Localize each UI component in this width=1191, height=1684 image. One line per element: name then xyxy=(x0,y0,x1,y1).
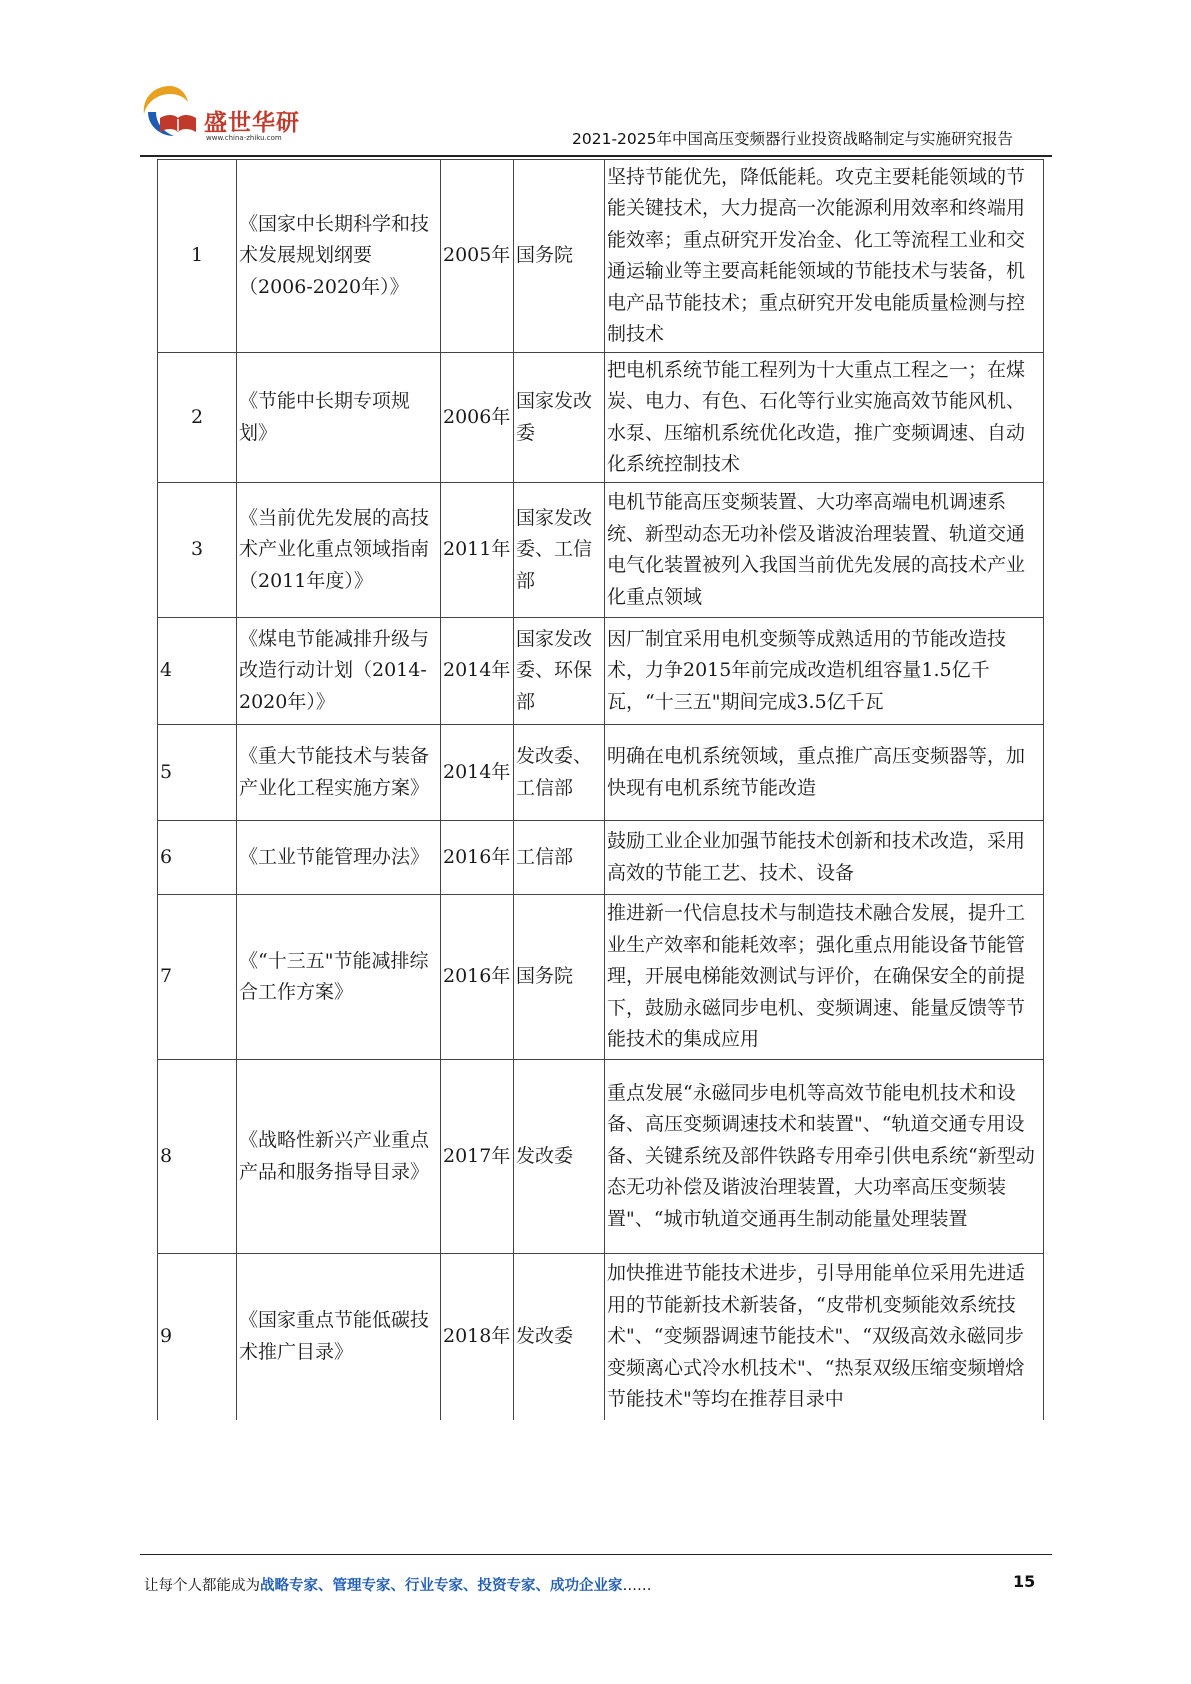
policy-name: 《工业节能管理办法》 xyxy=(237,821,441,895)
policy-department: 国务院 xyxy=(514,160,605,353)
policy-year: 2018年 xyxy=(441,1254,514,1420)
policy-department: 工信部 xyxy=(514,821,605,895)
row-number: 9 xyxy=(158,1254,237,1420)
policy-year: 2011年 xyxy=(441,483,514,618)
policy-content: 加快推进节能技术进步，引导用能单位采用先进适用的节能新技术新装备，“皮带机变频能效系统技术"、“变频器调速节能技术"、“双级高效永磁同步变频离心式冷水机技术"、“热泵双级压缩变频增焓节能技术"等均在推荐目录中 xyxy=(605,1254,1044,1420)
row-number: 4 xyxy=(158,618,237,725)
policy-department: 国家发改委、工信部 xyxy=(514,483,605,618)
policy-content: 把电机系统节能工程列为十大重点工程之一；在煤炭、电力、有色、石化等行业实施高效节能风机、水泵、压缩机系统优化改造，推广变频调速、自动化系统控制技术 xyxy=(605,353,1044,483)
policy-year: 2005年 xyxy=(441,160,514,353)
policy-table xyxy=(157,159,1044,1420)
table-row xyxy=(158,160,1044,353)
policy-year: 2006年 xyxy=(441,353,514,483)
row-number: 8 xyxy=(158,1060,237,1254)
table-row xyxy=(158,1254,1044,1420)
row-number: 3 xyxy=(158,483,237,618)
policy-department: 国家发改委、环保部 xyxy=(514,618,605,725)
table-row xyxy=(158,618,1044,725)
row-number: 7 xyxy=(158,895,237,1060)
policy-name: 《煤电节能减排升级与改造行动计划（2014-2020年）》 xyxy=(237,618,441,725)
table-row xyxy=(158,725,1044,821)
book-logo-icon xyxy=(140,82,202,142)
table-row xyxy=(158,353,1044,483)
report-title: 2021-2025年中国高压变频器行业投资战略制定与实施研究报告 xyxy=(572,130,1013,148)
policy-year: 2016年 xyxy=(441,821,514,895)
slogan-suffix: …… xyxy=(622,1578,652,1594)
table-row xyxy=(158,483,1044,618)
row-number: 5 xyxy=(158,725,237,821)
policy-year: 2014年 xyxy=(441,618,514,725)
policy-year: 2017年 xyxy=(441,1060,514,1254)
policy-content: 重点发展“永磁同步电机等高效节能电机技术和设备、高压变频调速技术和装置"、“轨道交通专用设备、关键系统及部件铁路专用牵引供电系统“新型动态无功补偿及谐波治理装置，大功率高压变频装置"、“城市轨道交通再生制动能量处理装置 xyxy=(605,1060,1044,1254)
policy-year: 2014年 xyxy=(441,725,514,821)
table-row xyxy=(158,821,1044,895)
policy-content: 鼓励工业企业加强节能技术创新和技术改造，采用高效的节能工艺、技术、设备 xyxy=(605,821,1044,895)
policy-name: 《“十三五"节能减排综合工作方案》 xyxy=(237,895,441,1060)
table-row xyxy=(158,895,1044,1060)
policy-name: 《重大节能技术与装备产业化工程实施方案》 xyxy=(237,725,441,821)
page-header xyxy=(0,0,1191,160)
policy-name: 《节能中长期专项规划》 xyxy=(237,353,441,483)
policy-department: 发改委 xyxy=(514,1254,605,1420)
row-number: 2 xyxy=(158,353,237,483)
brand-logo xyxy=(140,82,310,142)
policy-content: 明确在电机系统领域，重点推广高压变频器等，加快现有电机系统节能改造 xyxy=(605,725,1044,821)
policy-content: 推进新一代信息技术与制造技术融合发展，提升工业生产效率和能耗效率；强化重点用能设备节能管理，开展电梯能效测试与评价，在确保安全的前提下，鼓励永磁同步电机、变频调速、能量反馈等节能技术的集成应用 xyxy=(605,895,1044,1060)
header-divider xyxy=(140,155,1052,157)
policy-content: 因厂制宜采用电机变频等成熟适用的节能改造技术，力争2015年前完成改造机组容量1.5亿千瓦，“十三五"期间完成3.5亿千瓦 xyxy=(605,618,1044,725)
footer-slogan xyxy=(144,1574,652,1595)
policy-name: 《国家重点节能低碳技术推广目录》 xyxy=(237,1254,441,1420)
brand-url: www.china-zhiku.com xyxy=(206,134,282,142)
page-number: 15 xyxy=(1013,1572,1036,1591)
policy-year: 2016年 xyxy=(441,895,514,1060)
policy-content: 坚持节能优先，降低能耗。攻克主要耗能领域的节能关键技术，大力提高一次能源利用效率和终端用能效率；重点研究开发冶金、化工等流程工业和交通运输业等主要高耗能领域的节能技术与装备，机电产品节能技术；重点研究开发电能质量检测与控制技术 xyxy=(605,160,1044,353)
footer-divider xyxy=(140,1554,1052,1555)
brand-name: 盛世华研 xyxy=(204,110,300,136)
policy-name: 《当前优先发展的高技术产业化重点领域指南（2011年度）》 xyxy=(237,483,441,618)
policy-department: 发改委 xyxy=(514,1060,605,1254)
policy-name: 《战略性新兴产业重点产品和服务指导目录》 xyxy=(237,1060,441,1254)
table-row xyxy=(158,1060,1044,1254)
row-number: 1 xyxy=(158,160,237,353)
row-number: 6 xyxy=(158,821,237,895)
policy-department: 发改委、工信部 xyxy=(514,725,605,821)
policy-department: 国家发改委 xyxy=(514,353,605,483)
policy-content: 电机节能高压变频装置、大功率高端电机调速系统、新型动态无功补偿及谐波治理装置、轨道交通电气化装置被列入我国当前优先发展的高技术产业化重点领域 xyxy=(605,483,1044,618)
slogan-highlight: 战略专家、管理专家、行业专家、投资专家、成功企业家 xyxy=(260,1578,623,1594)
slogan-prefix: 让每个人都能成为 xyxy=(144,1578,260,1594)
policy-name: 《国家中长期科学和技术发展规划纲要（2006-2020年）》 xyxy=(237,160,441,353)
policy-department: 国务院 xyxy=(514,895,605,1060)
